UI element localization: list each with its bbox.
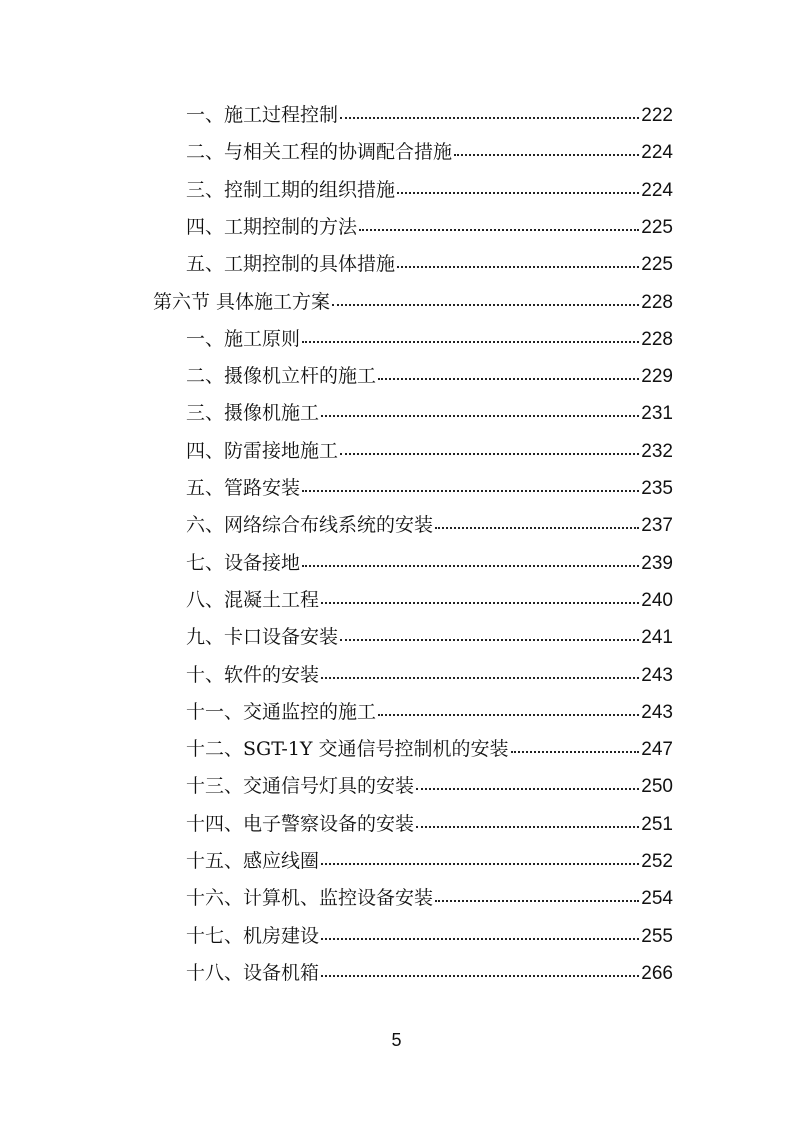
toc-entry-page: 250 (641, 776, 673, 798)
dot-leader (332, 304, 639, 306)
toc-entry-title: 七、设备接地 (186, 551, 301, 574)
toc-entry-page: 228 (641, 291, 673, 313)
dot-leader (340, 639, 639, 641)
toc-entry-title: 三、摄像机施工 (186, 402, 320, 425)
toc-entry-page: 243 (641, 701, 673, 723)
toc-entry-page: 239 (641, 552, 673, 574)
toc-entry[interactable] (0, 585, 673, 622)
toc-entry-page: 225 (641, 254, 673, 276)
toc-entry-page: 254 (641, 888, 673, 910)
toc-entry-title: 二、与相关工程的协调配合措施 (186, 141, 453, 164)
toc-entry[interactable] (0, 137, 673, 174)
toc-entry[interactable] (0, 249, 673, 286)
toc-entry-title: 十二、SGT-1Y 交通信号控制机的安装 (186, 738, 509, 761)
toc-entry[interactable] (0, 510, 673, 547)
toc-entry-page: 235 (641, 478, 673, 499)
toc-entry[interactable] (0, 771, 673, 808)
toc-entry[interactable] (0, 809, 673, 846)
dot-leader (359, 229, 639, 231)
toc-entry-page: 241 (641, 627, 673, 649)
toc-entry-title: 六、网络综合布线系统的安装 (186, 514, 434, 537)
toc-entry-title: 四、工期控制的方法 (186, 215, 358, 238)
page-number: 5 (391, 1030, 402, 1050)
dot-leader (435, 527, 639, 529)
toc-entry-page: 224 (641, 142, 673, 164)
toc-entry[interactable] (0, 361, 673, 398)
dot-leader (321, 415, 639, 417)
toc-entry-title: 四、防雷接地施工 (186, 439, 339, 462)
dot-leader (321, 602, 639, 604)
dot-leader (435, 900, 639, 902)
dot-leader (416, 826, 639, 828)
toc-entry-page: 224 (641, 179, 673, 201)
toc-entry-title: 二、摄像机立杆的施工 (186, 365, 377, 388)
toc-entry-title: 十八、设备机箱 (186, 961, 320, 984)
toc-entry[interactable] (0, 287, 673, 324)
toc-entry-title: 一、施工原则 (186, 327, 301, 350)
toc-entry-page: 232 (641, 440, 673, 462)
dot-leader (340, 453, 639, 455)
dot-leader (321, 938, 639, 940)
toc-entry-page: 247 (641, 739, 673, 761)
toc-entry-title: 十六、计算机、监控设备安装 (186, 887, 434, 910)
toc-entry-page: 225 (641, 216, 673, 238)
toc-entry-title: 十五、感应线圈 (186, 850, 320, 872)
toc-entry[interactable] (0, 436, 673, 473)
toc-entry-page: 237 (641, 515, 673, 537)
toc-entry-page: 251 (641, 813, 673, 835)
toc-entry-title: 三、控制工期的组织措施 (186, 178, 396, 201)
toc-entry-page: 243 (641, 664, 673, 686)
dot-leader (302, 341, 639, 343)
toc-entry-title: 十七、机房建设 (186, 924, 320, 947)
toc-entry-page: 228 (641, 328, 673, 350)
dot-leader (378, 378, 639, 380)
dot-leader (321, 863, 639, 865)
dot-leader (511, 751, 640, 753)
dot-leader (397, 266, 639, 268)
toc-entry[interactable] (0, 734, 673, 771)
toc-entry[interactable] (0, 622, 673, 659)
toc-entry[interactable] (0, 398, 673, 435)
toc-entry[interactable] (0, 212, 673, 249)
dot-leader (321, 677, 639, 679)
toc-entry-page: 231 (641, 403, 673, 425)
toc-entry[interactable] (0, 100, 673, 137)
dot-leader (302, 490, 639, 492)
toc-entry-title: 十四、电子警察设备的安装 (186, 812, 415, 835)
dot-leader (416, 788, 639, 790)
dot-leader (397, 192, 639, 194)
toc-entry[interactable] (0, 921, 673, 958)
toc-entry-title: 九、卡口设备安装 (186, 626, 339, 649)
toc-entry[interactable] (0, 958, 673, 995)
toc-entry-title: 一、施工过程控制 (186, 104, 339, 126)
toc-entry[interactable] (0, 548, 673, 585)
toc-entry[interactable] (0, 660, 673, 697)
toc-entry[interactable] (0, 883, 673, 920)
toc-entry[interactable] (0, 473, 673, 510)
toc-entry-title: 五、管路安装 (186, 477, 301, 499)
toc-entry-page: 252 (641, 851, 673, 872)
toc-entry-title: 第六节 具体施工方案 (153, 290, 331, 313)
toc-entry[interactable] (0, 846, 673, 883)
toc-entry-page: 222 (641, 105, 673, 126)
dot-leader (321, 975, 639, 977)
toc-entry[interactable] (0, 697, 673, 734)
dot-leader (378, 714, 639, 716)
toc-entry-page: 229 (641, 366, 673, 388)
toc-entry-title: 八、混凝土工程 (186, 588, 320, 611)
dot-leader (454, 154, 639, 156)
dot-leader (340, 117, 639, 119)
toc-entry-page: 255 (641, 925, 673, 947)
toc-entry-title: 五、工期控制的具体措施 (186, 253, 396, 276)
toc-entry-page: 240 (641, 589, 673, 611)
toc-entry-page: 266 (641, 962, 673, 984)
toc-entry-title: 十三、交通信号灯具的安装 (186, 775, 415, 798)
toc-entry-title: 十一、交通监控的施工 (186, 700, 377, 723)
dot-leader (302, 565, 639, 567)
toc-entry[interactable] (0, 175, 673, 212)
toc-entry[interactable] (0, 324, 673, 361)
toc-entry-title: 十、软件的安装 (186, 663, 320, 686)
